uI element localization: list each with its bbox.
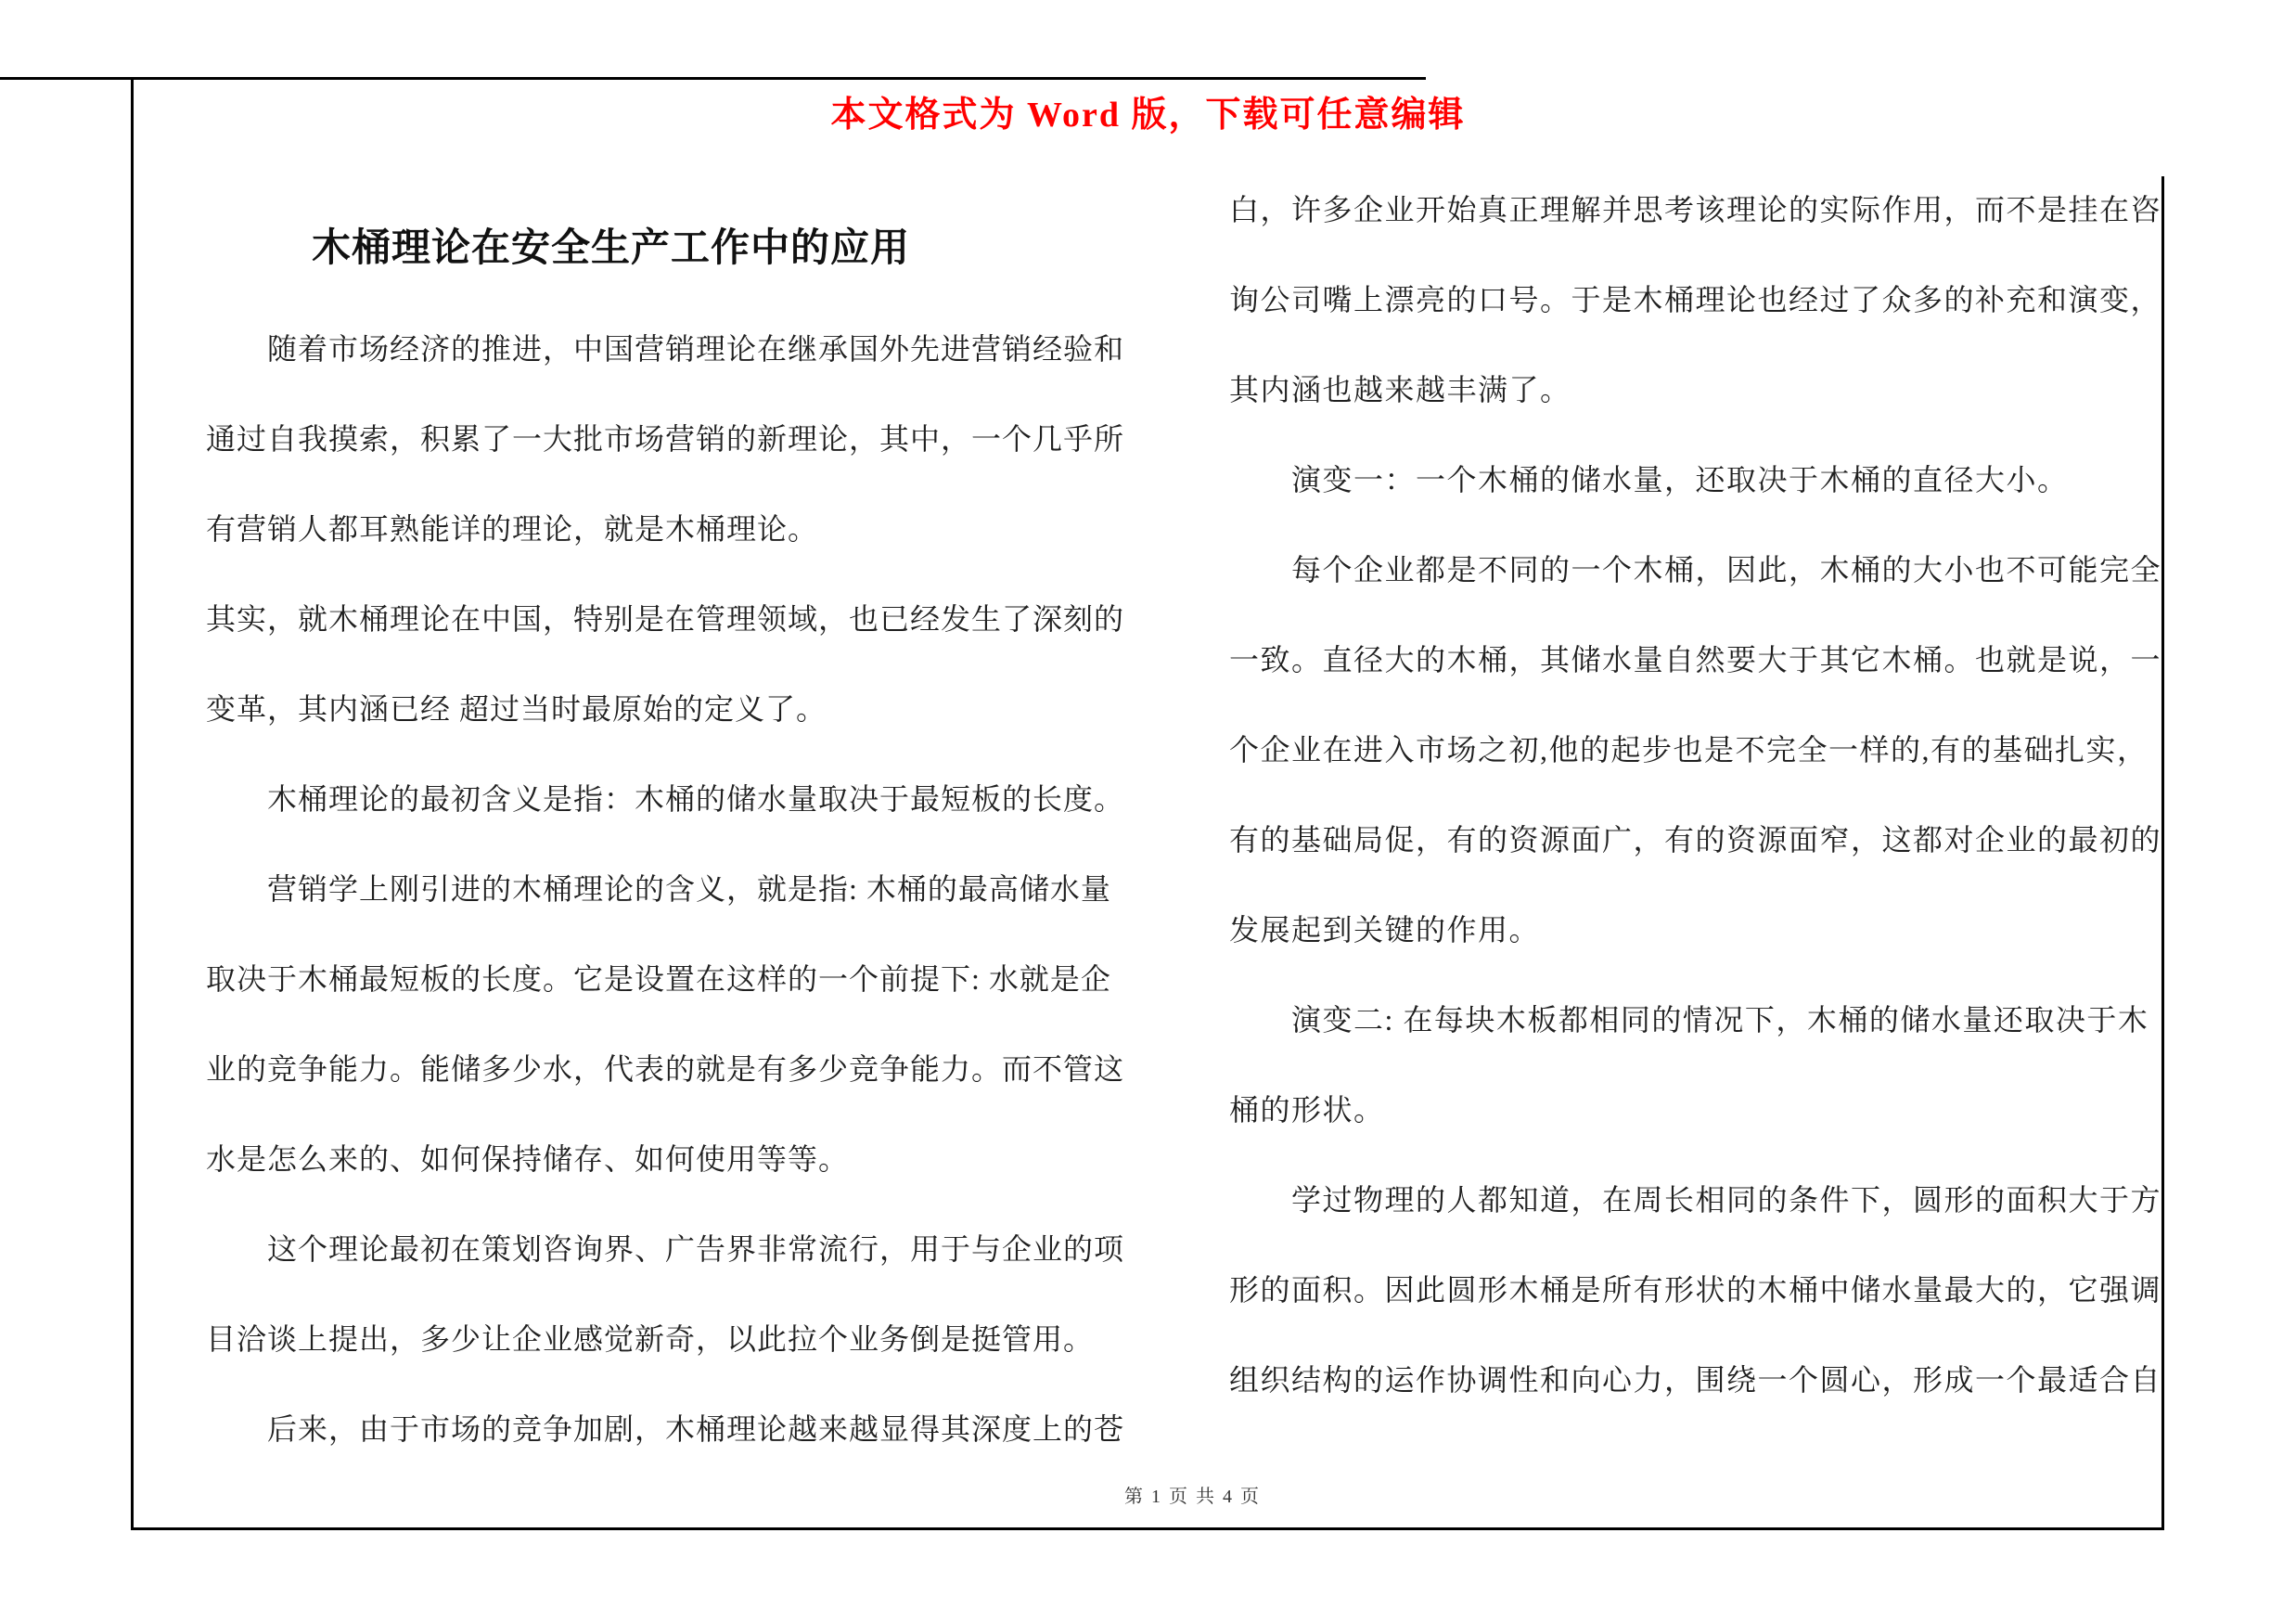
text-line: 桶的形状。 xyxy=(1229,1093,1385,1127)
right-column xyxy=(1229,165,2168,1425)
text-line: 询公司嘴上漂亮的口号。于是木桶理论也经过了众多的补充和演变， xyxy=(1229,283,2162,316)
page-number-indicator: 第 1 页 共 4 页 xyxy=(1124,1487,1261,1507)
text-line: 随着市场经济的推进，中国营销理论在继承国外先进营销经验和 xyxy=(206,332,1125,366)
text-line: 组织结构的运作协调性和向心力，围绕一个圆心，形成一个最适合自 xyxy=(1229,1363,2162,1397)
text-line: 有营销人都耳熟能详的理论，就是木桶理论。 xyxy=(206,512,819,546)
text-line: 有的基础局促，有的资源面广，有的资源面窄，这都对企业的最初的 xyxy=(1229,823,2162,857)
left-column xyxy=(206,304,1143,1475)
text-line: 变革，其内涵已经 超过当时最原始的定义了。 xyxy=(206,692,827,726)
text-line: 其内涵也越来越丰满了。 xyxy=(1229,373,1571,406)
text-line: 营销学上刚引进的木桶理论的含义，就是指: 木桶的最高储水量 xyxy=(206,872,1111,906)
text-line: 目洽谈上提出，多少让企业感觉新奇，以此拉个业务倒是挺管用。 xyxy=(206,1322,1095,1356)
text-line: 其实，就木桶理论在中国，特别是在管理领域，也已经发生了深刻的 xyxy=(206,602,1125,636)
text-line: 取决于木桶最短板的长度。它是设置在这样的一个前提下: 水就是企 xyxy=(206,962,1111,996)
text-line: 每个企业都是不同的一个木桶，因此，木桶的大小也不可能完全 xyxy=(1229,553,2162,586)
header-notice: 本文格式为 Word 版，下载可任意编辑 xyxy=(830,96,1466,135)
page-title: 木桶理论在安全生产工作中的应用 xyxy=(312,227,911,270)
text-line: 个企业在进入市场之初,他的起步也是不完全一样的,有的基础扎实， xyxy=(1229,733,2148,766)
text-line: 后来，由于市场的竞争加剧，木桶理论越来越显得其深度上的苍 xyxy=(206,1412,1125,1446)
page-border-bottom xyxy=(131,1527,2164,1530)
text-line: 白，许多企业开始真正理解并思考该理论的实际作用，而不是挂在咨 xyxy=(1229,193,2162,226)
text-line: 一致。直径大的木桶，其储水量自然要大于其它木桶。也就是说，一 xyxy=(1229,643,2162,676)
text-line: 通过自我摸索，积累了一大批市场营销的新理论，其中，一个几乎所 xyxy=(206,422,1125,456)
text-line: 演变一：一个木桶的储水量，还取决于木桶的直径大小。 xyxy=(1229,463,2069,496)
text-line: 业的竞争能力。能储多少水，代表的就是有多少竞争能力。而不管这 xyxy=(206,1052,1125,1086)
page-border-left xyxy=(131,77,134,1530)
text-line: 演变二: 在每块木板都相同的情况下，木桶的储水量还取决于木 xyxy=(1229,1003,2149,1037)
text-line: 发展起到关键的作用。 xyxy=(1229,913,1541,947)
text-line: 学过物理的人都知道，在周长相同的条件下，圆形的面积大于方 xyxy=(1229,1183,2162,1217)
header-separator-line xyxy=(0,77,1426,80)
text-line: 这个理论最初在策划咨询界、广告界非常流行，用于与企业的项 xyxy=(206,1232,1125,1266)
text-line: 木桶理论的最初含义是指：木桶的储水量取决于最短板的长度。 xyxy=(206,782,1125,816)
text-line: 水是怎么来的、如何保持储存、如何使用等等。 xyxy=(206,1142,850,1176)
text-line: 形的面积。因此圆形木桶是所有形状的木桶中储水量最大的，它强调 xyxy=(1229,1273,2162,1307)
